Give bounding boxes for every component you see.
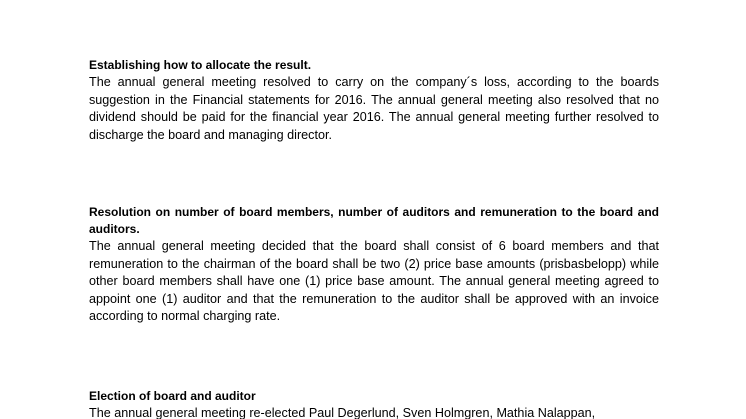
section-body: The annual general meeting re-elected Paul Degerlund, Sven Holmgren, Mathia Nalappan, [89, 406, 596, 419]
section-election-board-auditor [89, 388, 659, 419]
section-body: The annual general meeting decided that the board shall consist of 6 board members and that remuneration to the chairman of the board shall be two (2) price base amounts (prisbasbelopp) while other board members shall have one (1) price base amount. The annual general meeting agreed to appoint one (1) auditor and that the remuneration to the auditor shall be approved with an invoice according to normal charging rate. [89, 239, 659, 324]
section-board-remuneration [89, 204, 659, 326]
section-body: The annual general meeting resolved to carry on the company´s loss, according to the boards suggestion in the Financial statements for 2016. The annual general meeting also resolved that no dividend should be paid for the financial year 2016. The annual general meeting further resolved to discharge the board and managing director. [89, 75, 659, 142]
section-heading: Election of board and auditor [89, 389, 256, 403]
section-heading: Establishing how to allocate the result. [89, 58, 312, 72]
section-heading: Resolution on number of board members, number of auditors and remuneration to the board and auditors. [89, 205, 659, 236]
section-allocate-result [89, 57, 659, 144]
